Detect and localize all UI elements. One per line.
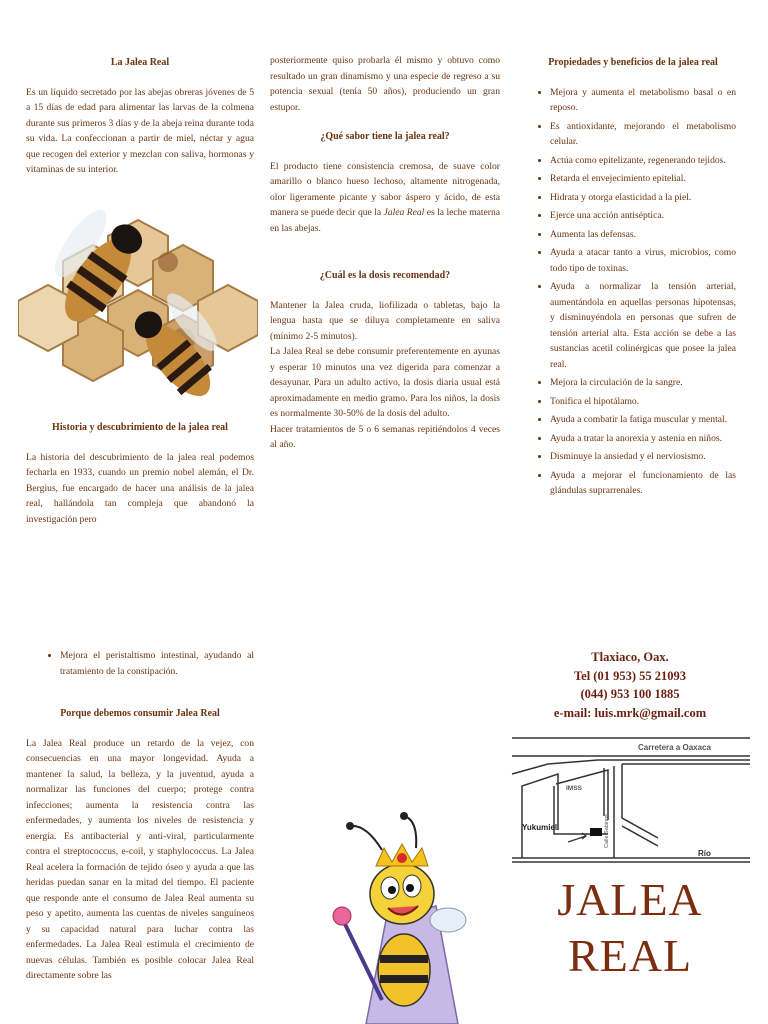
list-item: • Ayuda a atacar tanto a virus, microbios, como todo tipo de toxinas. xyxy=(550,245,736,276)
list-item: • Disminuye la ansiedad y el nerviosismo. xyxy=(550,449,736,465)
paragraph-dosis-3: Hacer tratamientos de 5 o 6 semanas repitiéndolos 4 veces al año. xyxy=(270,423,500,450)
contact-phone-2: (044) 953 100 1885 xyxy=(580,687,680,701)
paragraph-history: La historia del descubrimiento de la jalea real podemos fecharla en 1933, cuando un premio nobel alemán, el Dr. Bergius, fue encargado de hacer una análisis de la jalea real, hallándola tan compleja que abandonó la investigación pero xyxy=(26,451,254,525)
list-item: • Hidrata y otorga elasticidad a la piel. xyxy=(550,190,736,206)
heading-historia: Historia y descubrimiento de la jalea real xyxy=(52,422,228,433)
column-4 xyxy=(26,648,254,984)
map-imss-label: IMSS xyxy=(566,785,582,792)
list-item: • Mejora el peristaltismo intestinal, ayudando al tratamiento de la constipación. xyxy=(60,648,254,679)
heading-porque: Porque debemos consumir Jalea Real xyxy=(60,708,220,719)
title-line-2: REAL xyxy=(567,930,693,981)
cartoon-bee-queen-image xyxy=(326,810,476,1024)
paragraph-history-continued: posteriormente quiso probarla él mismo y obtuvo como resultado un gran dinamismo y una especie de regreso a su potencia sexual (tenía 50 años), produciendo un gran estupor. xyxy=(270,55,500,113)
list-item: • Aumenta las defensas. xyxy=(550,227,736,243)
list-item: • Ayuda a tratar la anorexia y astenia en niños. xyxy=(550,431,736,447)
benefits-list xyxy=(530,85,736,499)
list-item: • Mejora la circulación de la sangre. xyxy=(550,375,736,391)
list-item: • Actúa como epitelizante, regenerando tejidos. xyxy=(550,153,736,169)
column-1-history xyxy=(26,420,254,527)
map-road-label: Carretera a Oaxaca xyxy=(638,743,711,752)
list-item: • Ejerce una acción antiséptica. xyxy=(550,208,736,224)
list-item: • Ayuda a normalizar la tensión arterial, aumentándola en aquellas personas hipotensas, y disminuyéndola en personas que sufren de tensión arterial alta. Esta acción se debe a las sustancias acetil colinérgicas que posee la jalea real. xyxy=(550,279,736,372)
list-item: • Retarda el envejecimiento epitelial. xyxy=(550,171,736,187)
column-2 xyxy=(270,53,500,453)
list-item: • Ayuda a mejorar el funcionamiento de las glándulas suprarrenales. xyxy=(550,468,736,499)
list-item: • Ayuda a combatir la fatiga muscular y mental. xyxy=(550,412,736,428)
sabor-text-a: El producto tiene consistencia cremosa, de suave color amarillo o blanco hueso lechoso, altamente nitrogenada, olor ligeramente picante y sabor áspero y ácido, de esta manera se puede decir que la xyxy=(270,160,500,218)
heading-dosis: ¿Cuál es la dosis recomendad? xyxy=(319,270,451,281)
list-item: • Tonifica el hipotálamo. xyxy=(550,394,736,410)
map-river-label: Río xyxy=(698,849,711,858)
column-3 xyxy=(530,55,736,502)
contact-phone-1: Tel (01 953) 55 21093 xyxy=(573,668,687,683)
title-line-1: JALEA xyxy=(557,874,703,925)
benefits-list-continued xyxy=(26,648,254,679)
paragraph-definition: Es un líquido secretado por las abejas obreras jóvenes de 5 a 15 días de edad para alimentar las larvas de la colmena durante sus primeros 3 días y de la abeja reina durante toda su vida. La confeccionan a partir de miel, néctar y agua que recogen del exterior y mezclan con saliva, hormonas y vitaminas de su interior. xyxy=(26,86,254,175)
heading-propiedades: Propiedades y beneficios de la jalea real xyxy=(548,57,718,68)
contact-city: Tlaxiaco, Oax. xyxy=(591,650,669,664)
heading-la-jalea-real: La Jalea Real xyxy=(110,57,170,68)
bees-honeycomb-image xyxy=(18,190,258,420)
location-map xyxy=(508,730,754,865)
map-street-label: Calle Sabinos xyxy=(604,814,610,848)
paragraph-porque: La Jalea Real produce un retardo de la vejez, con consecuencias en una mayor longevidad. Ayuda a mantener la salud, la belleza, y la juventud, ayuda a normalizar las funciones del cuerpo; protege contra infecciones; aumenta la resistencia contra las enfermedades, y aumenta los niveles de resistencia y energía. Es antibacterial y anti-viral, particularmente contra el streptococcus, e-coil, y staphylococcus. La Jalea Real acelera la formación de tejido óseo y ayuda a que las heridas puedan sanar en la mitad del tiempo. El paciente que responde ante el consumo de Jalea Real aumenta su peso y apetito, aumenta las cuentas de niveles sanguíneos y su capacidad natural para luchar contra las enfermedades. La Jalea Real estimula el crecimiento de nuevas células. También es posible colocar Jalea Real directamente sobre las xyxy=(26,737,254,981)
map-shop-label: Yukumiel xyxy=(522,823,558,832)
paragraph-sabor xyxy=(270,159,500,237)
list-item: • Es antioxidante, mejorando el metabolismo celular. xyxy=(550,119,736,150)
contact-email: e-mail: luis.mrk@gmail.com xyxy=(553,705,707,720)
column-1 xyxy=(26,55,254,178)
sabor-text-c: es la leche materna en las abejas. xyxy=(270,207,501,234)
sabor-text-italic: Jalea Real xyxy=(383,207,425,218)
heading-sabor: ¿Qué sabor tiene la jalea real? xyxy=(320,131,450,142)
contact-info xyxy=(510,648,750,722)
brochure-title xyxy=(530,872,730,984)
paragraph-dosis-1: Mantener la Jalea cruda, liofilizada o tabletas, bajo la lengua hasta que se diluya completamente en saliva (mínimo 2-5 minutos). xyxy=(270,299,500,342)
paragraph-dosis-2: La Jalea Real se debe consumir preferentemente en ayunas y esperar 10 minutos una vez digerida para comenzar a desayunar. Para un adulto activo, la dosis diaria usual está aproximadamente en medio gramo. Para los niños, la dosis es normalmente 30-50% de la dosis del adulto. xyxy=(270,346,500,419)
list-item: • Mejora y aumenta el metabolismo basal o en reposo. xyxy=(550,85,736,116)
